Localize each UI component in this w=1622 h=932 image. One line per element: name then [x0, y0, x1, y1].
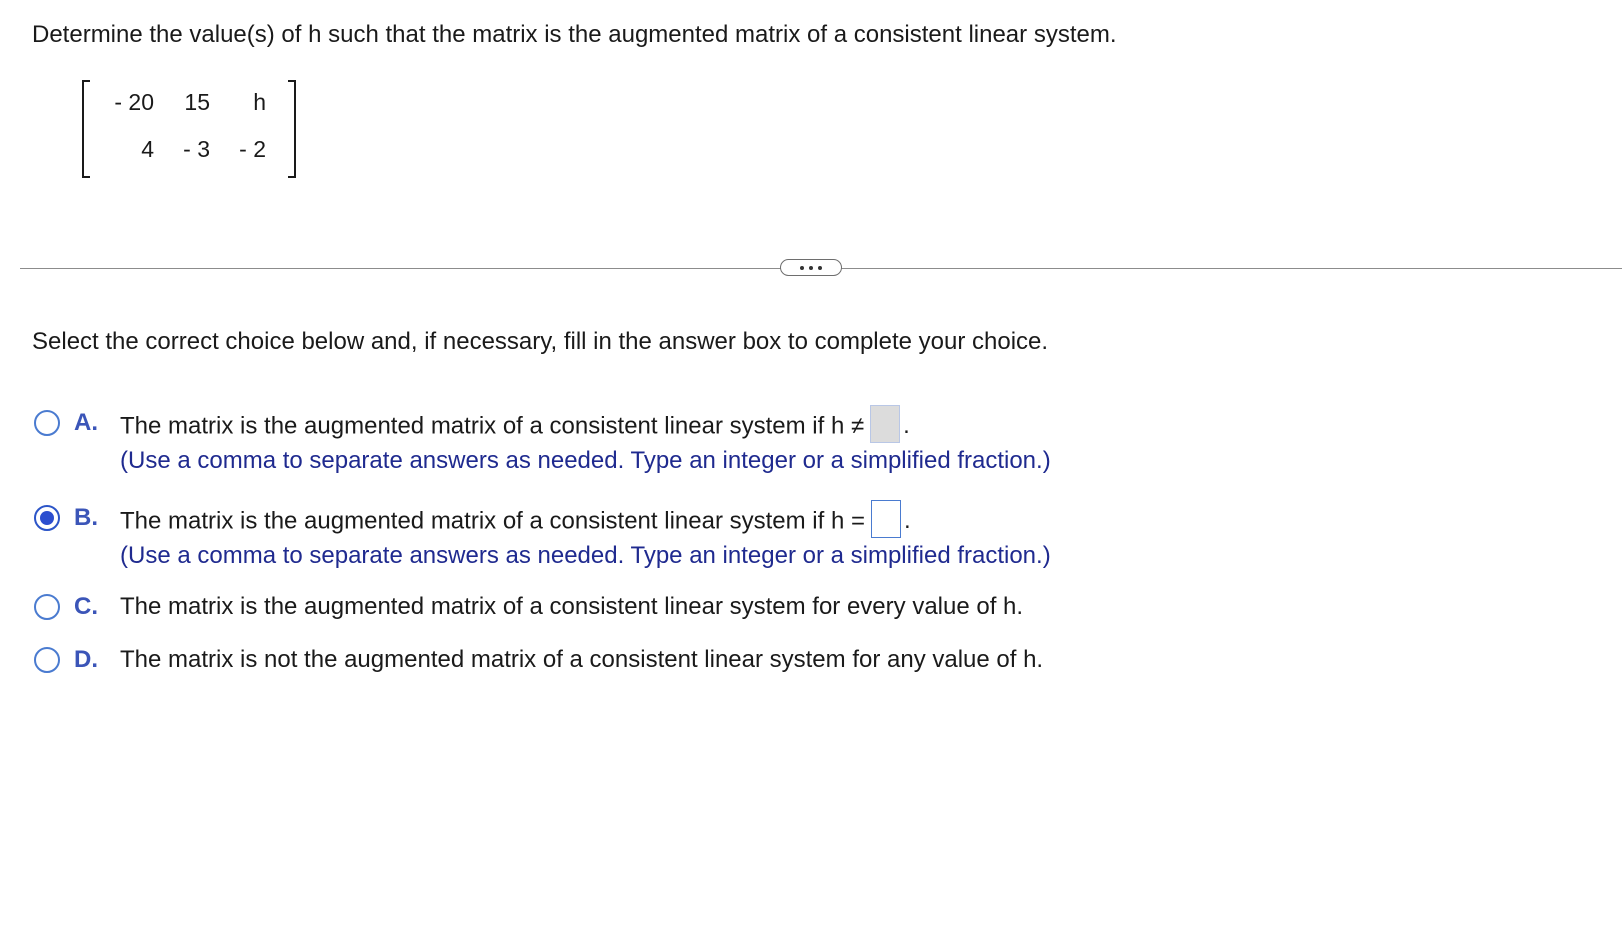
- choice-a-letter: A.: [74, 409, 98, 436]
- ellipsis-icon: [809, 266, 813, 270]
- question-text: Determine the value(s) of h such that the matrix is the augmented matrix of a consistent linear system.: [32, 21, 1117, 48]
- choice-c-text: The matrix is the augmented matrix of a consistent linear system for every value of h.: [120, 593, 1024, 620]
- choice-d-letter: D.: [74, 646, 98, 673]
- matrix-cell-r2c1: 4: [141, 136, 154, 162]
- choice-d-radio[interactable]: [34, 647, 60, 673]
- choice-a-answer-box[interactable]: [870, 405, 900, 443]
- choice-a-hint: (Use a comma to separate answers as needed. Type an integer or a simplified fraction.): [120, 447, 1051, 474]
- choice-d-text: The matrix is not the augmented matrix of a consistent linear system for any value of h.: [120, 646, 1044, 673]
- matrix-cell-r2c2: - 3: [183, 136, 210, 162]
- choice-b-text-row: [120, 503, 911, 541]
- matrix-cell-r1c3: h: [253, 89, 266, 115]
- choice-b-period: .: [903, 507, 911, 535]
- choice-b-letter: B.: [74, 504, 98, 531]
- matrix-right-bracket: [288, 80, 296, 178]
- choice-c-radio[interactable]: [34, 594, 60, 620]
- choice-b-text: The matrix is the augmented matrix of a consistent linear system if h =: [120, 507, 865, 535]
- choice-a-period: .: [903, 412, 910, 440]
- matrix-cell-r1c1: - 20: [114, 89, 154, 115]
- matrix-cell-r1c2: 15: [184, 89, 210, 115]
- augmented-matrix: [82, 80, 296, 180]
- choice-b-hint: (Use a comma to separate answers as needed. Type an integer or a simplified fraction.): [120, 542, 1051, 569]
- show-more-button[interactable]: [780, 259, 842, 276]
- ellipsis-icon: [818, 266, 822, 270]
- matrix-cell-r2c3: - 2: [239, 136, 266, 162]
- radio-selected-dot: [40, 511, 54, 525]
- choice-b-radio[interactable]: [34, 505, 60, 531]
- matrix-left-bracket: [82, 80, 90, 178]
- instruction-text: Select the correct choice below and, if necessary, fill in the answer box to complete your choice.: [32, 328, 1049, 355]
- choice-a-radio[interactable]: [34, 410, 60, 436]
- choice-a-text-row: [120, 408, 910, 446]
- choice-b-answer-box[interactable]: [871, 500, 901, 538]
- ellipsis-icon: [800, 266, 804, 270]
- choice-a-text: The matrix is the augmented matrix of a consistent linear system if h ≠: [120, 412, 865, 440]
- choice-c-letter: C.: [74, 593, 98, 620]
